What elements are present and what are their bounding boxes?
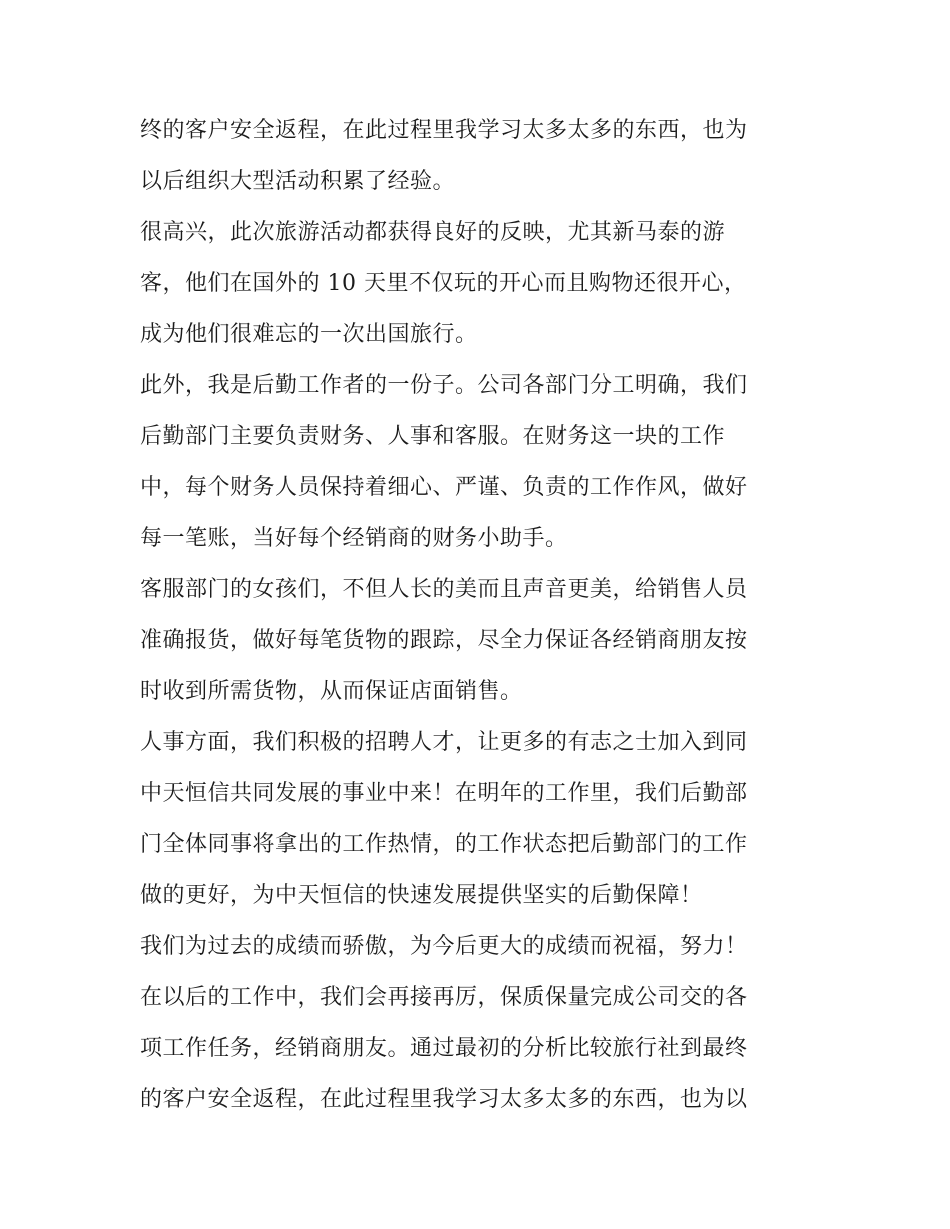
text-line: 终的客户安全返程，在此过程里我学习太多太多的东西，也为 (140, 118, 748, 143)
text-line: 项工作任务，经销商朋友。通过最初的分析比较旅行社到最终 (140, 1036, 748, 1061)
text-line: 准确报货，做好每笔货物的跟踪，尽全力保证各经销商朋友按 (140, 628, 748, 653)
text-line: 时收到所需货物，从而保证店面销售。 (140, 679, 523, 704)
text-line: 成为他们很难忘的一次出国旅行。 (140, 322, 478, 347)
text-line: 在以后的工作中，我们会再接再厉，保质保量完成公司交的各 (140, 985, 748, 1010)
text-line: 以后组织大型活动积累了经验。 (140, 169, 456, 194)
text-line: 每一笔账，当好每个经销商的财务小助手。 (140, 526, 568, 551)
text-line: 客，他们在国外的 10 天里不仅玩的开心而且购物还很开心， (140, 271, 747, 296)
text-line: 客服部门的女孩们，不但人长的美而且声音更美，给销售人员 (140, 577, 748, 602)
text-line: 此外，我是后勤工作者的一份子。公司各部门分工明确，我们 (140, 373, 748, 398)
text-line: 后勤部门主要负责财务、人事和客服。在财务这一块的工作 (140, 424, 726, 449)
text-line: 人事方面，我们积极的招聘人才，让更多的有志之士加入到同 (140, 730, 748, 755)
text-line: 中天恒信共同发展的事业中来！在明年的工作里，我们后勤部 (140, 781, 748, 806)
text-line: 中，每个财务人员保持着细心、严谨、负责的工作作风，做好 (140, 475, 748, 500)
text-line: 我们为过去的成绩而骄傲，为今后更大的成绩而祝福，努力！ (140, 934, 748, 959)
text-line: 很高兴，此次旅游活动都获得良好的反映，尤其新马泰的游 (140, 220, 726, 245)
document-body (140, 105, 820, 1125)
text-line: 门全体同事将拿出的工作热情，的工作状态把后勤部门的工作 (140, 832, 748, 857)
text-line: 的客户安全返程，在此过程里我学习太多太多的东西，也为以 (140, 1087, 748, 1112)
text-line: 做的更好，为中天恒信的快速发展提供坚实的后勤保障！ (140, 883, 703, 908)
